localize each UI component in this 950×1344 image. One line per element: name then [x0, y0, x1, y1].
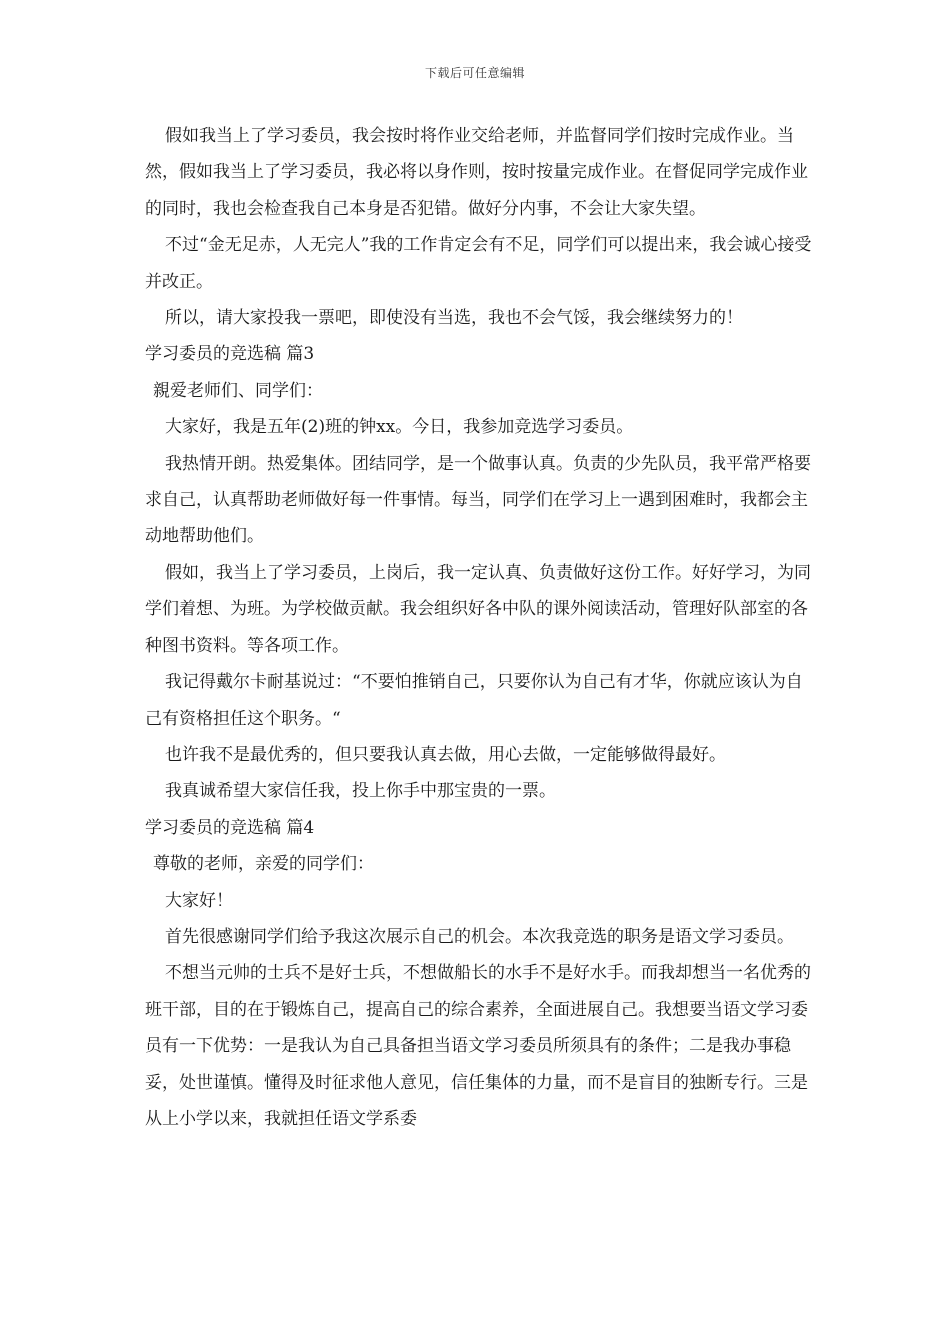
- section-heading-3: 学习委员的竞选稿 篇3: [145, 344, 315, 365]
- paragraph-best-effort: 也许我不是最优秀的，但只要我认真去做，用心去做，一定能够做得最好。: [165, 744, 726, 765]
- paragraph-thanks: 首先很感谢同学们给予我这次展示自己的机会。本次我竞选的职务是语文学习委员。: [165, 926, 794, 947]
- greeting-3: 親爱老师们、同学们：: [153, 380, 323, 401]
- greeting-4: 尊敬的老师，亲爱的同学们：: [153, 854, 374, 875]
- paragraph-carnegie-quote: 我记得戴尔卡耐基说过：“不要怕推销自己，只要你认为自己有才华，你就应该认为自己有资格担任这个职务。“: [145, 672, 803, 729]
- paragraph-advantages: 不想当元帅的士兵不是好士兵，不想做船长的水手不是好水手。而我却想当一名优秀的班干部，目的在于锻炼自己，提高自己的综合素养，全面进展自己。我想要当语文学习委员有一下优势：一是我认为自己具备担当语文学习委员所须具有的条件；二是我办事稳妥，处世谨慎。懂得及时征求他人意见，信任集体的力量，而不是盲目的独断专行。三是从上小学以来，我就担任语文学系委: [145, 963, 811, 1129]
- paragraph-trust-request: 我真诚希望大家信任我，投上你手中那宝贵的一票。: [165, 781, 556, 802]
- paragraph-homework-duty: 假如我当上了学习委员，我会按时将作业交给老师，并监督同学们按时完成作业。当然，假如我当上了学习委员，我必将以身作则，按时按量完成作业。在督促同学完成作业的同时，我也会检查我自己本身是否犯错。做好分内事，不会让大家失望。: [145, 126, 808, 219]
- paragraph-plans: 假如，我当上了学习委员，上岗后，我一定认真、负责做好这份工作。好好学习，为同学们着想、为班。为学校做贡献。我会组织好各中队的课外阅读活动，管理好队部室的各种图书资料。等各项工作。: [145, 562, 811, 656]
- paragraph-vote-request: 所以，请大家投我一票吧，即使没有当选，我也不会气馁，我会继续努力的！: [165, 308, 743, 329]
- header-note: 下载后可任意编辑: [424, 66, 525, 80]
- document-body: [145, 118, 815, 1137]
- section-heading-4: 学习委员的竞选稿 篇4: [145, 817, 315, 838]
- paragraph-self-intro: 大家好，我是五年(2)班的钟xx。今日，我参加竞选学习委员。: [165, 417, 634, 438]
- paragraph-accept-criticism: 不过“金无足赤，人无完人”我的工作肯定会有不足，同学们可以提出来，我会诚心接受并改正。: [145, 235, 812, 292]
- paragraph-personality: 我热情开朗。热爱集体。团结同学，是一个做事认真。负责的少先队员，我平常严格要求自己，认真帮助老师做好每一件事情。每当，同学们在学习上一遇到困难时，我都会主动地帮助他们。: [145, 453, 811, 547]
- paragraph-hello: 大家好！: [165, 890, 233, 911]
